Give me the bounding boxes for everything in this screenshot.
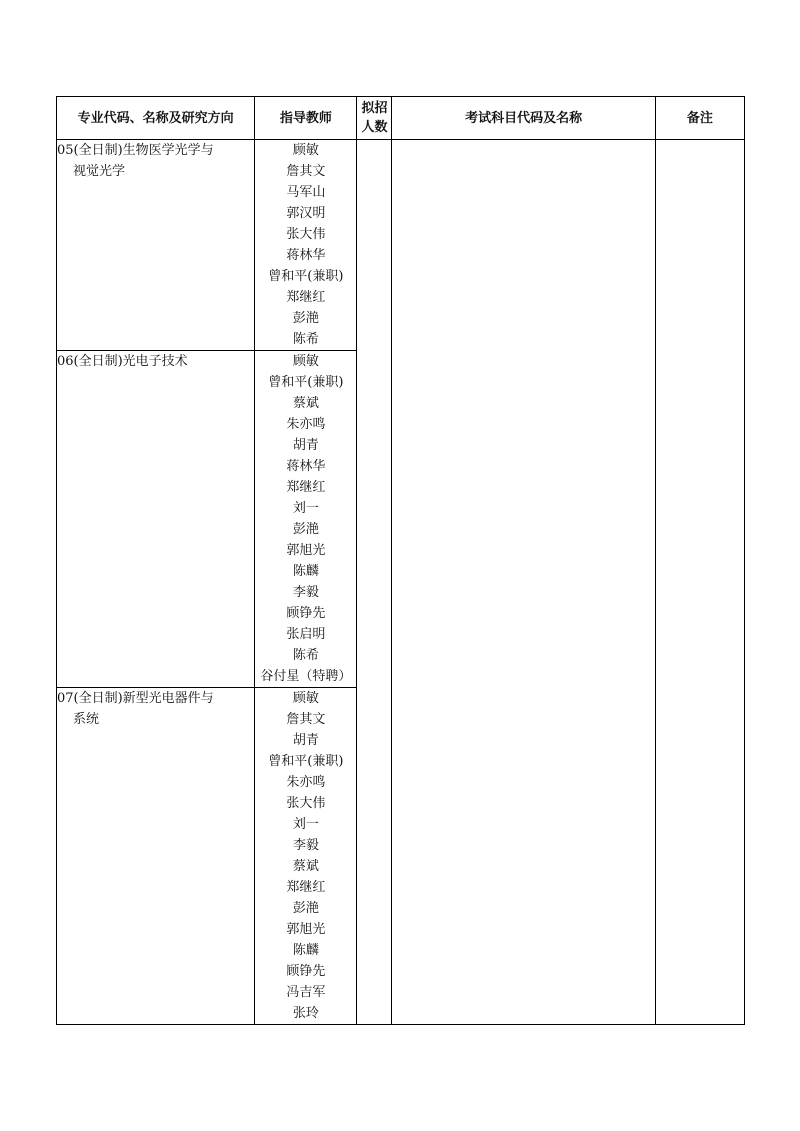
teacher-list bbox=[255, 688, 357, 1025]
teacher-name: 张大伟 bbox=[286, 796, 326, 811]
teacher-list bbox=[255, 140, 357, 351]
header-note: 备注 bbox=[655, 97, 744, 140]
teacher-name: 蔡斌 bbox=[292, 859, 319, 874]
header-teacher: 指导教师 bbox=[255, 97, 357, 140]
header-exam: 考试科目代码及名称 bbox=[392, 97, 655, 140]
teacher-name: 陈麟 bbox=[292, 943, 319, 958]
major-title-cont: 视觉光学 bbox=[73, 164, 126, 179]
teacher-name: 李毅 bbox=[292, 838, 319, 853]
teacher-name: 张启明 bbox=[286, 627, 326, 642]
teacher-name: 马军山 bbox=[286, 185, 326, 200]
teacher-name: 蒋林华 bbox=[286, 248, 326, 263]
table-header-row bbox=[57, 97, 745, 140]
header-count: 拟招人数 bbox=[357, 97, 392, 140]
teacher-name: 詹其文 bbox=[286, 164, 326, 179]
exam-cell bbox=[392, 140, 655, 1025]
teacher-name: 曾和平(兼职) bbox=[268, 269, 344, 284]
teacher-name: 朱亦鸣 bbox=[286, 417, 326, 432]
teacher-name: 郭旭光 bbox=[286, 543, 326, 558]
teacher-name: 朱亦鸣 bbox=[286, 775, 326, 790]
teacher-name: 刘一 bbox=[292, 817, 319, 832]
teacher-name: 彭滟 bbox=[292, 311, 319, 326]
teacher-name: 胡青 bbox=[292, 733, 319, 748]
teacher-name: 詹其文 bbox=[286, 712, 326, 727]
teacher-name: 郭汉明 bbox=[286, 206, 326, 221]
teacher-name: 曾和平(兼职) bbox=[268, 754, 344, 769]
teacher-name: 曾和平(兼职) bbox=[268, 375, 344, 390]
note-cell bbox=[655, 140, 744, 1025]
teacher-name: 郭旭光 bbox=[286, 922, 326, 937]
major-title: 07(全日制)新型光电器件与 bbox=[57, 691, 214, 706]
teacher-name: 郑继红 bbox=[286, 480, 326, 495]
major-title: 05(全日制)生物医学光学与 bbox=[57, 143, 214, 158]
teacher-name: 顾铮先 bbox=[286, 606, 326, 621]
count-cell bbox=[357, 140, 392, 1025]
header-major: 专业代码、名称及研究方向 bbox=[57, 97, 255, 140]
table-row bbox=[57, 140, 745, 351]
major-cell bbox=[57, 688, 255, 1025]
teacher-name: 蒋林华 bbox=[286, 459, 326, 474]
teacher-name: 郑继红 bbox=[286, 880, 326, 895]
teacher-name: 顾敏 bbox=[292, 143, 319, 158]
teacher-name: 郑继红 bbox=[286, 290, 326, 305]
teacher-name: 张大伟 bbox=[286, 227, 326, 242]
teacher-name: 彭滟 bbox=[292, 522, 319, 537]
teacher-name: 蔡斌 bbox=[292, 396, 319, 411]
teacher-name: 陈麟 bbox=[292, 564, 319, 579]
major-title: 06(全日制)光电子技术 bbox=[57, 354, 188, 369]
major-cell bbox=[57, 140, 255, 351]
major-cell bbox=[57, 351, 255, 688]
teacher-name: 顾敏 bbox=[292, 691, 319, 706]
teacher-name: 李毅 bbox=[292, 585, 319, 600]
teacher-name: 彭滟 bbox=[292, 901, 319, 916]
teacher-name: 张玲 bbox=[292, 1006, 319, 1021]
teacher-name: 陈希 bbox=[292, 332, 319, 347]
teacher-name: 陈希 bbox=[292, 648, 319, 663]
major-title-cont: 系统 bbox=[73, 712, 100, 727]
teacher-name: 顾敏 bbox=[292, 354, 319, 369]
table-body bbox=[57, 140, 745, 1025]
teacher-name: 刘一 bbox=[292, 501, 319, 516]
teacher-name: 胡青 bbox=[292, 438, 319, 453]
teacher-list bbox=[255, 351, 357, 688]
teacher-name: 冯吉军 bbox=[286, 985, 326, 1000]
enrollment-table bbox=[56, 96, 745, 1025]
teacher-name: 顾铮先 bbox=[286, 964, 326, 979]
teacher-name: 谷付星（特聘） bbox=[260, 669, 352, 684]
